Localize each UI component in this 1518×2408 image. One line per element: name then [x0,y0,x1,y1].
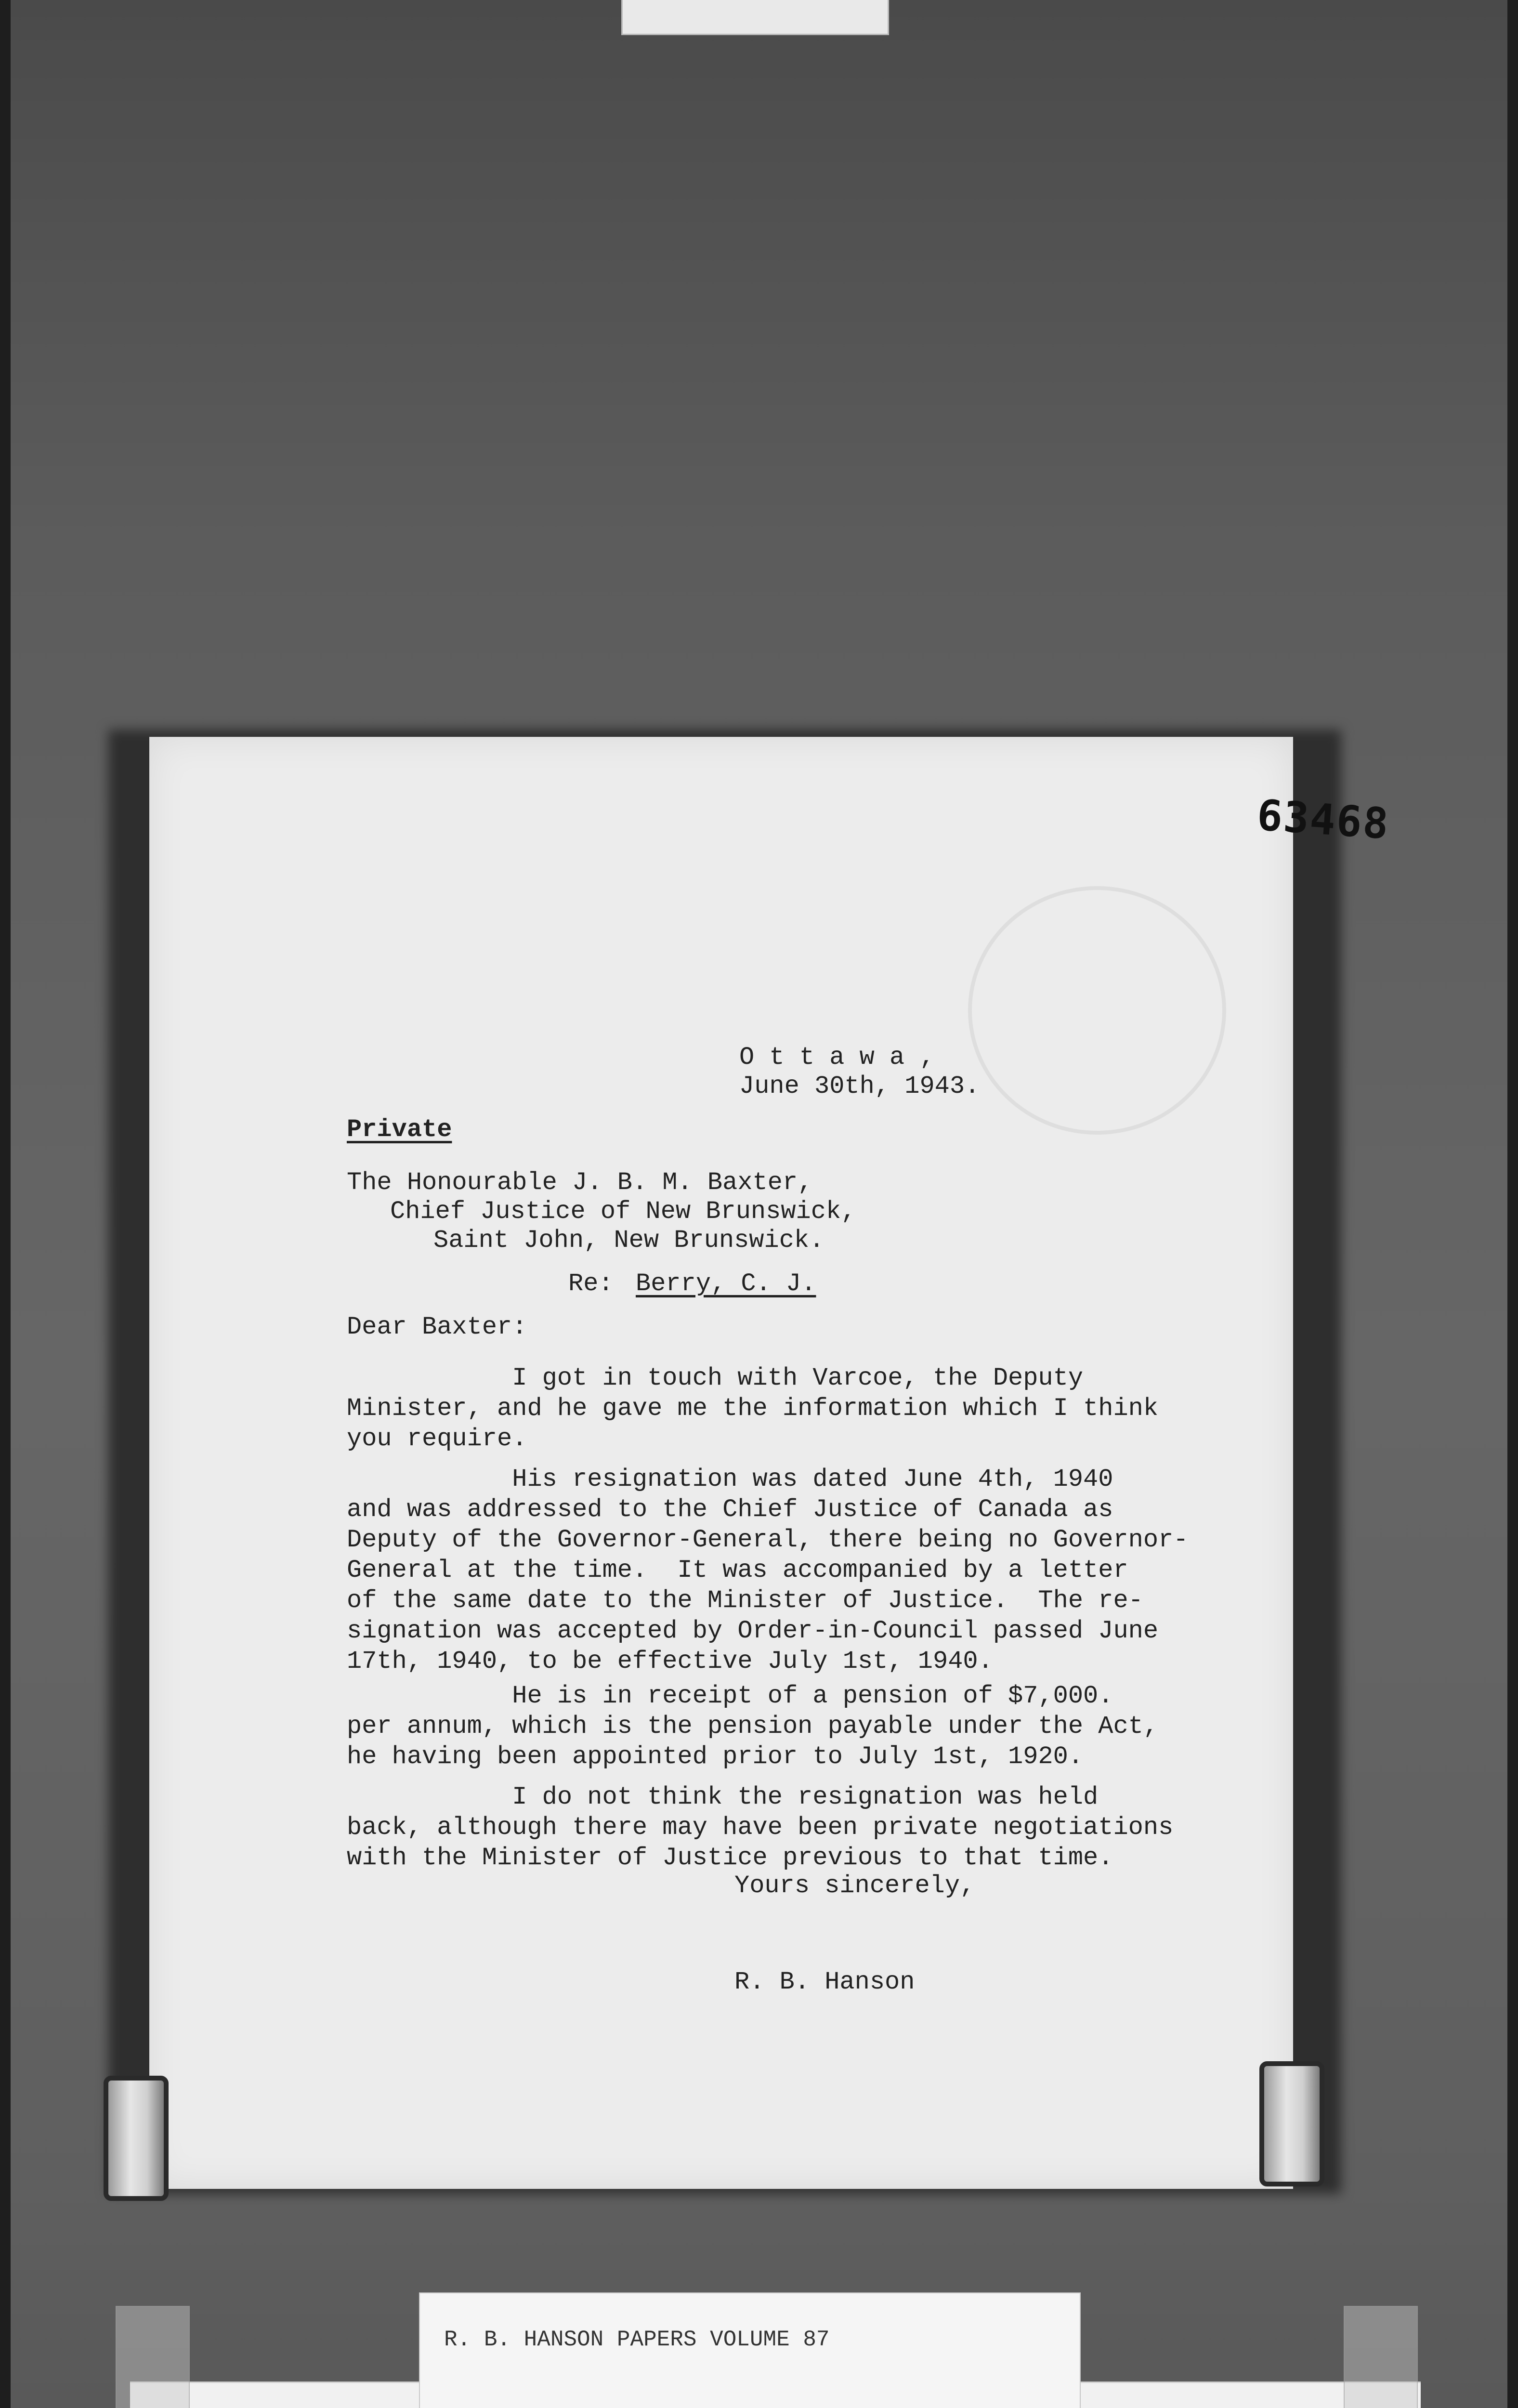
folder-label: R. B. HANSON PAPERS VOLUME 87 [444,2327,830,2352]
addressee-line-3: Saint John, New Brunswick. [433,1226,824,1255]
closing: Yours sincerely, [734,1871,975,1900]
body-paragraph-2: His resignation was dated June 4th, 1940 and was addressed to the Chief Justice of Canada as Deputy of the Governor-General, there being no Governor- General at the time. It was accompanied by a letter of the same date to the Minister of Justice. The re- signation was accepted by Order-in-Council passed June 17th, 1940, to be effective July 1st, 1940. [347,1465,1189,1675]
re-subject: Berry, C. J. [636,1269,816,1298]
addressee-line-1: The Honourable J. B. M. Baxter, [347,1168,813,1197]
letter-date: June 30th, 1943. [739,1072,980,1100]
binder-clip-left [104,2076,169,2201]
classification-private: Private [347,1115,452,1144]
body-paragraph-4: I do not think the resignation was held back, although there may have been private negotiations with the Minister of Justice previous to that time. [347,1783,1174,1872]
body-paragraph-1: I got in touch with Varcoe, the Deputy Minister, and he gave me the information which I think you require. [347,1364,1159,1453]
re-label: Re: [568,1269,614,1298]
folder-label-card [419,2292,1081,2408]
film-edge-right [1507,0,1518,2408]
signature: R. B. Hanson [734,1968,915,1996]
letter-place: O t t a w a , [739,1043,935,1072]
tape-left [116,2306,190,2408]
tape-right [1344,2306,1418,2408]
film-edge-left [0,0,11,2408]
binder-clip-right [1259,2061,1324,2186]
letter-page [149,737,1391,2189]
salutation: Dear Baxter: [347,1313,527,1341]
file-number: 63468 [1255,790,1391,849]
body-paragraph-3: He is in receipt of a pension of $7,000. per annum, which is the pension payable under the Act, he having been appointed prior to July 1st, 1920. [347,1682,1159,1771]
top-paper-tab [621,0,889,35]
faded-stamp-mark [968,886,1226,1135]
addressee-line-2: Chief Justice of New Brunswick, [390,1197,856,1226]
